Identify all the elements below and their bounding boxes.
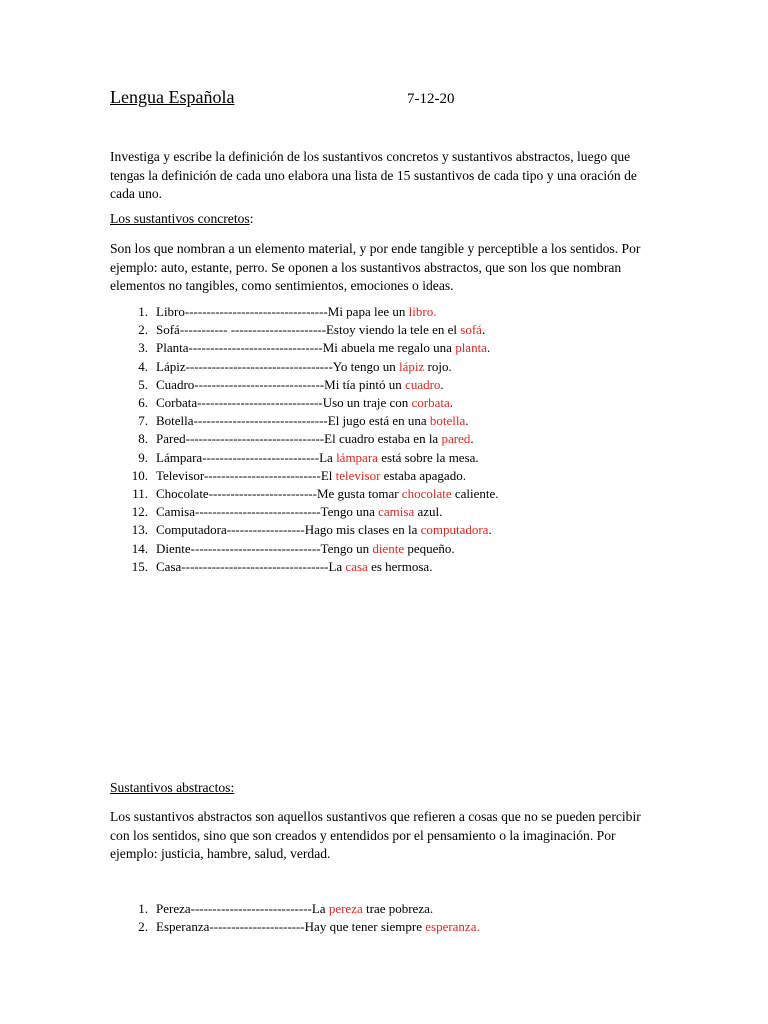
- list-item-sentence: Uso un traje con: [322, 395, 412, 411]
- abstractos-heading: [110, 780, 234, 796]
- list-item-number: 13.: [131, 522, 148, 538]
- list-item-sentence-end: trae pobreza.: [362, 901, 434, 916]
- list-item-sentence-end: pequeño.: [404, 540, 455, 556]
- list-item-noun: Computadora: [156, 522, 227, 538]
- list-item-sentence-end: rojo.: [424, 358, 452, 374]
- list-item-noun: Televisor: [156, 467, 204, 483]
- list-item-sentence: El cuadro estaba en la: [324, 431, 442, 447]
- list-item: [110, 303, 670, 321]
- list-item-dashes: -------------------------------: [188, 340, 323, 356]
- list-item-dashes: ------------------------------: [194, 376, 325, 392]
- list-item-sentence-end: .: [486, 340, 491, 356]
- list-item-noun: Planta: [156, 340, 189, 356]
- concretos-list: [110, 303, 670, 576]
- list-item-sentence: Tengo un: [320, 540, 373, 556]
- list-item-dashes: -------------------------: [208, 486, 317, 502]
- list-item-sentence: Yo tengo un: [332, 358, 400, 374]
- list-item: [110, 521, 670, 539]
- abstractos-list: [110, 900, 670, 936]
- list-item-dashes: -------------------------------: [193, 413, 328, 429]
- list-item-sentence-end: .: [449, 395, 454, 411]
- list-item: [110, 503, 670, 521]
- list-item-number: 2.: [138, 322, 148, 338]
- list-item-sentence-end: azul.: [414, 504, 443, 520]
- list-item-dashes: ----------------------: [209, 919, 305, 935]
- list-item-sentence-end: es hermosa.: [367, 558, 433, 574]
- list-item-sentence: Estoy viendo la tele en el: [325, 322, 461, 338]
- list-item: [110, 449, 670, 467]
- list-item-highlight: sofá: [460, 322, 482, 338]
- list-item-dashes: -----------------------------: [197, 395, 323, 411]
- list-item-dashes: ----------- ----------------------: [179, 322, 326, 338]
- abstractos-heading-text: Sustantivos abstractos:: [110, 780, 235, 795]
- list-item-sentence: Mi abuela me regalo una: [322, 340, 456, 356]
- list-item: [110, 900, 670, 918]
- list-item-number: 4.: [138, 358, 148, 374]
- list-item: [110, 376, 670, 394]
- list-item-number: 5.: [138, 376, 148, 392]
- list-item-highlight: cuadro: [405, 376, 441, 392]
- list-item-noun: Chocolate: [156, 486, 209, 502]
- list-item-sentence: La: [311, 901, 329, 916]
- intro-paragraph: Investiga y escribe la definición de los sustantivos concretos y sustantivos abstractos, luego que tengas la definición de cada uno elabora una lista de 15 sustantivos de cada tipo y una oración de cada uno.: [110, 149, 637, 202]
- list-item-highlight: computadora: [420, 522, 489, 538]
- date-label: 7-12-20: [407, 91, 455, 107]
- concretos-definition: Son los que nombran a un elemento material, y por ende tangible y perceptible a los sentidos. Por ejemplo: auto, estante, perro. Se oponen a los sustantivos abstractos, que son los que nombran elementos no tangibles, como sentimientos, emociones o ideas.: [110, 241, 641, 294]
- concretos-heading: [110, 211, 253, 227]
- list-item-number: 3.: [138, 340, 148, 356]
- list-item-highlight: libro.: [408, 304, 437, 319]
- list-item-sentence-end: .: [470, 431, 474, 447]
- list-item-number: 8.: [138, 431, 148, 447]
- list-item-sentence: El jugo está en una: [327, 413, 430, 429]
- list-item-sentence: La: [328, 558, 346, 574]
- list-item-sentence: Mi papa lee un: [327, 304, 409, 319]
- list-item: [110, 540, 670, 558]
- page-title: Lengua Española: [110, 87, 235, 107]
- list-item-noun: Lápiz: [156, 358, 186, 374]
- list-item: [110, 394, 670, 412]
- list-item-highlight: pared: [441, 431, 471, 447]
- list-item-sentence-end: está sobre la mesa.: [377, 449, 479, 465]
- list-item-sentence-end: estaba apagado.: [380, 467, 466, 483]
- list-item-sentence: Hago mis clases en la: [304, 522, 421, 538]
- list-item: [110, 339, 670, 357]
- list-item-number: 11.: [132, 486, 148, 502]
- list-item-sentence-end: .: [465, 413, 469, 429]
- list-item-highlight: diente: [372, 540, 405, 556]
- list-item-dashes: ---------------------------------: [184, 304, 328, 319]
- list-item-sentence: Mi tía pintó un: [324, 376, 406, 392]
- list-item-noun: Lámpara: [156, 449, 203, 465]
- list-item-highlight: camisa: [378, 504, 415, 520]
- list-item-highlight: lápiz: [399, 358, 425, 374]
- concretos-heading-text: Los sustantivos concretos: [110, 211, 250, 226]
- list-item-dashes: --------------------------------: [185, 431, 325, 447]
- list-item-noun: Camisa: [156, 504, 195, 520]
- list-item-noun: Pared: [156, 431, 186, 447]
- list-item-highlight: planta: [455, 340, 487, 356]
- list-item-dashes: ----------------------------------: [185, 358, 333, 374]
- list-item-number: 2.: [138, 919, 148, 935]
- list-item-noun: Diente: [156, 540, 191, 556]
- list-item: [110, 918, 670, 936]
- list-item-sentence-end: .: [488, 522, 492, 538]
- list-item-sentence: Hay que tener siempre: [304, 919, 426, 935]
- list-item: [110, 558, 670, 576]
- list-item-sentence: Me gusta tomar: [316, 486, 402, 502]
- list-item-dashes: ------------------: [226, 522, 305, 538]
- list-item-number: 6.: [138, 395, 148, 411]
- list-item-number: 15.: [131, 558, 148, 574]
- list-item-sentence: Tengo una: [320, 504, 379, 520]
- list-item: [110, 412, 670, 430]
- list-item-number: 12.: [131, 504, 148, 520]
- list-item-number: 9.: [138, 449, 148, 465]
- list-item-dashes: -----------------------------: [195, 504, 321, 520]
- list-item-dashes: ----------------------------: [190, 901, 312, 916]
- list-item-dashes: ----------------------------------: [181, 558, 329, 574]
- list-item-noun: Sofá: [156, 322, 180, 338]
- list-item: [110, 358, 670, 376]
- list-item-noun: Esperanza: [156, 919, 210, 935]
- list-item-highlight: esperanza.: [425, 919, 480, 935]
- list-item-highlight: chocolate: [401, 486, 452, 502]
- list-item-highlight: lámpara: [336, 449, 378, 465]
- list-item-number: 7.: [138, 413, 148, 429]
- list-item-dashes: ---------------------------: [202, 449, 320, 465]
- list-item-noun: Casa: [156, 558, 182, 574]
- list-item-highlight: casa: [345, 558, 368, 574]
- list-item-number: 1.: [138, 901, 148, 916]
- list-item-highlight: botella: [429, 413, 466, 429]
- list-item-number: 1.: [138, 304, 148, 319]
- list-item-highlight: pereza: [328, 901, 363, 916]
- list-item-highlight: corbata: [411, 395, 450, 411]
- list-item-noun: Cuadro: [156, 376, 195, 392]
- list-item-number: 14.: [131, 540, 148, 556]
- list-item-noun: Corbata: [156, 395, 198, 411]
- list-item-noun: Botella: [156, 413, 194, 429]
- list-item-sentence-end: caliente.: [451, 486, 499, 502]
- list-item-number: 10.: [131, 467, 148, 483]
- list-item-highlight: televisor: [335, 467, 381, 483]
- list-item-sentence-end: .: [481, 322, 486, 338]
- list-item: [110, 467, 670, 485]
- list-item-noun: Libro: [156, 304, 185, 319]
- list-item: [110, 321, 670, 339]
- list-item-noun: Pereza: [156, 901, 191, 916]
- list-item: [110, 485, 670, 503]
- list-item: [110, 430, 670, 448]
- list-item-dashes: ------------------------------: [190, 540, 321, 556]
- list-item-sentence-end: .: [440, 376, 444, 392]
- list-item-sentence: La: [319, 449, 337, 465]
- list-item-dashes: ---------------------------: [203, 467, 321, 483]
- abstractos-definition: Los sustantivos abstractos son aquellos sustantivos que refieren a cosas que no se pueden percibir con los sentidos, sino que son creados y entendidos por el pensamiento o la imaginación. Por ejemplo: justicia, hambre, salud, verdad.: [110, 809, 641, 862]
- list-item-sentence: El: [320, 467, 336, 483]
- concretos-heading-colon: :: [249, 211, 254, 226]
